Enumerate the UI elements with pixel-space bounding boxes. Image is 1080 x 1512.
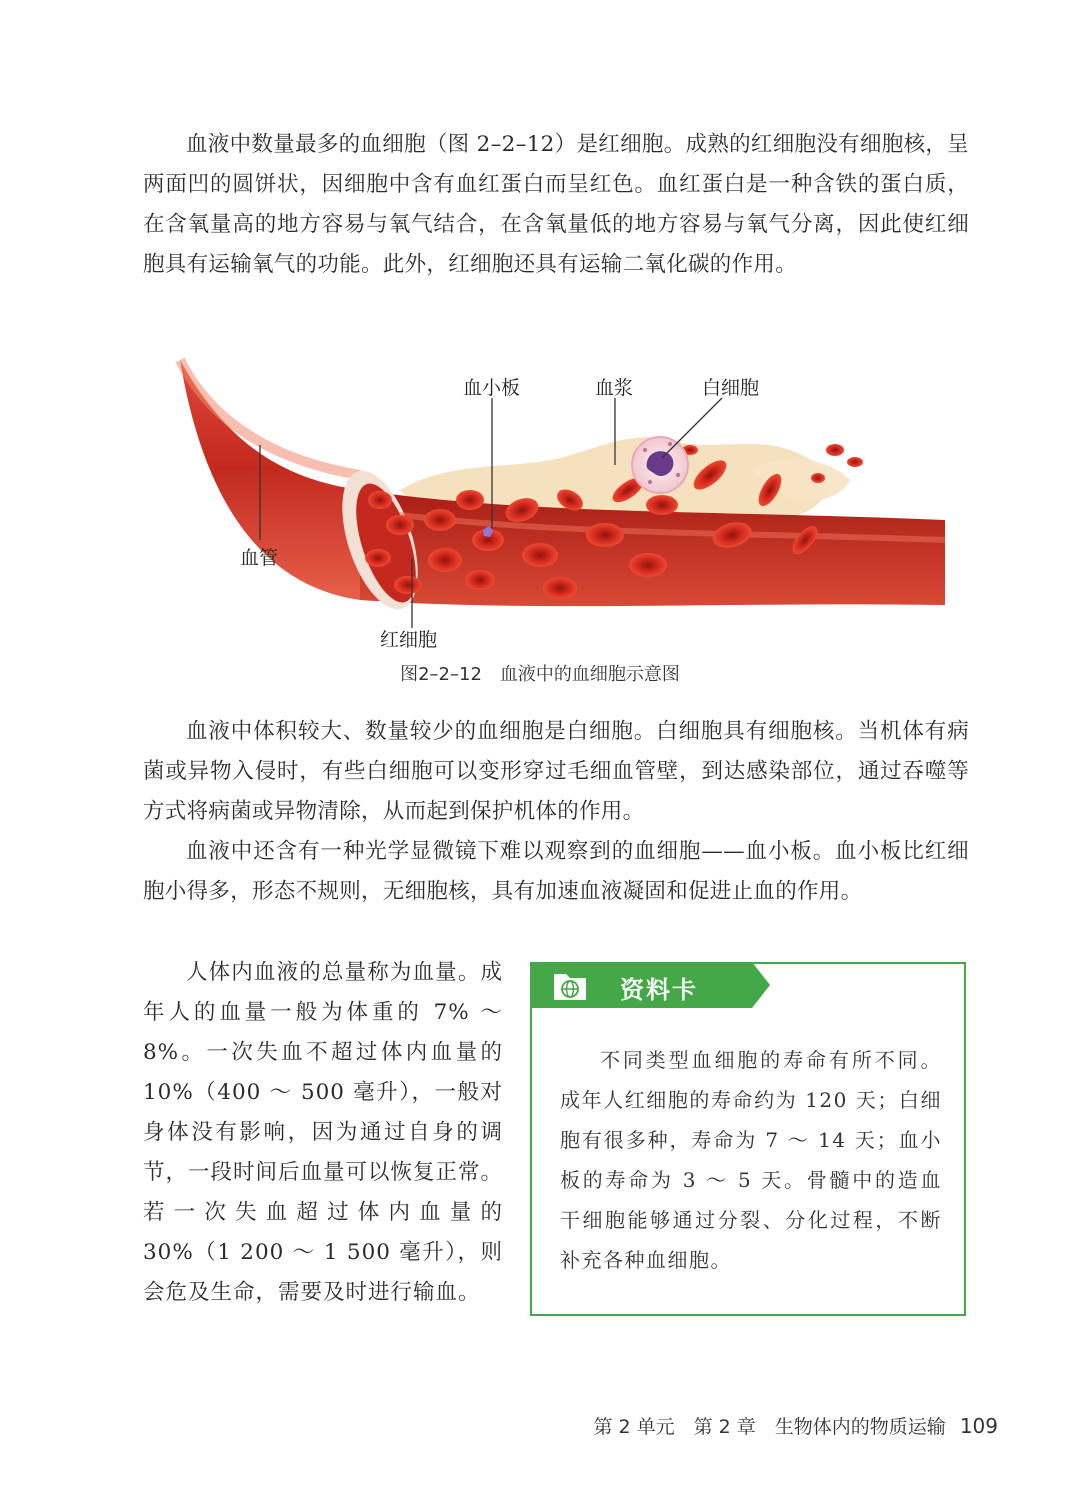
footer-chapter: 第 2 单元 第 2 章 生物体内的物质运输 <box>593 1416 946 1438</box>
paragraph-white-blood-cells: 血液中体积较大、数量较少的血细胞是白细胞。白细胞具有细胞核。当机体有病菌或异物入侵时，有些白细胞可以变形穿过毛细血管壁，到达感染部位，通过吞噬等方式将病菌或异物清除，从而起到保护机体的作用。 <box>143 719 969 824</box>
card-text: 不同类型血细胞的寿命有所不同。成年人红细胞的寿命约为 120 天；白细胞有很多种，寿命为 7 ～ 14 天；血小板的寿命为 3 ～ 5 天。骨髓中的造血干细胞能够通过分裂、分化过程，不断补充各种血细胞。 <box>560 1048 942 1272</box>
label-plasma: 血浆 <box>595 377 634 399</box>
label-platelet: 血小板 <box>463 377 521 399</box>
white-blood-cell <box>632 437 688 493</box>
paragraph-blood-volume: 人体内血液的总量称为血量。成年人的血量一般为体重的 7% ～ 8%。一次失血不超过体内血量的 10%（400 ～ 500 毫升），一般对身体没有影响，因为通过自身的调节，一段时间后血量可以恢复正常。若一次失血超过体内血量的 30%（1 200 ～ 1 500 毫升），则会危及生命，需要及时进行输血。 <box>143 960 504 1305</box>
paragraph-platelets: 血液中还含有一种光学显微镜下难以观察到的血细胞——血小板。血小板比红细胞小得多，形态不规则，无细胞核，具有加速血液凝固和促进止血的作用。 <box>143 839 969 904</box>
label-vessel: 血管 <box>240 547 279 569</box>
label-red-cell: 红细胞 <box>380 629 438 651</box>
label-white-cell: 白细胞 <box>702 377 760 399</box>
blood-vessel-illustration <box>150 340 960 660</box>
page-number: 109 <box>959 1414 998 1438</box>
paragraph-red-blood-cells: 血液中数量最多的血细胞（图 2–2–12）是红细胞。成熟的红细胞没有细胞核，呈两面凹的圆饼状，因细胞中含有血红蛋白而呈红色。血红蛋白是一种含铁的蛋白质，在含氧量高的地方容易与氧气结合，在含氧量低的地方容易与氧气分离，因此使红细胞具有运输氧气的功能。此外，红细胞还具有运输二氧化碳的作用。 <box>143 132 969 277</box>
card-title: 资料卡 <box>620 976 698 1004</box>
info-card <box>530 962 966 1316</box>
page-footer <box>593 1412 998 1439</box>
blood-vessel-figure <box>150 340 960 660</box>
figure-caption: 图2–2–12 血液中的血细胞示意图 <box>400 664 680 685</box>
